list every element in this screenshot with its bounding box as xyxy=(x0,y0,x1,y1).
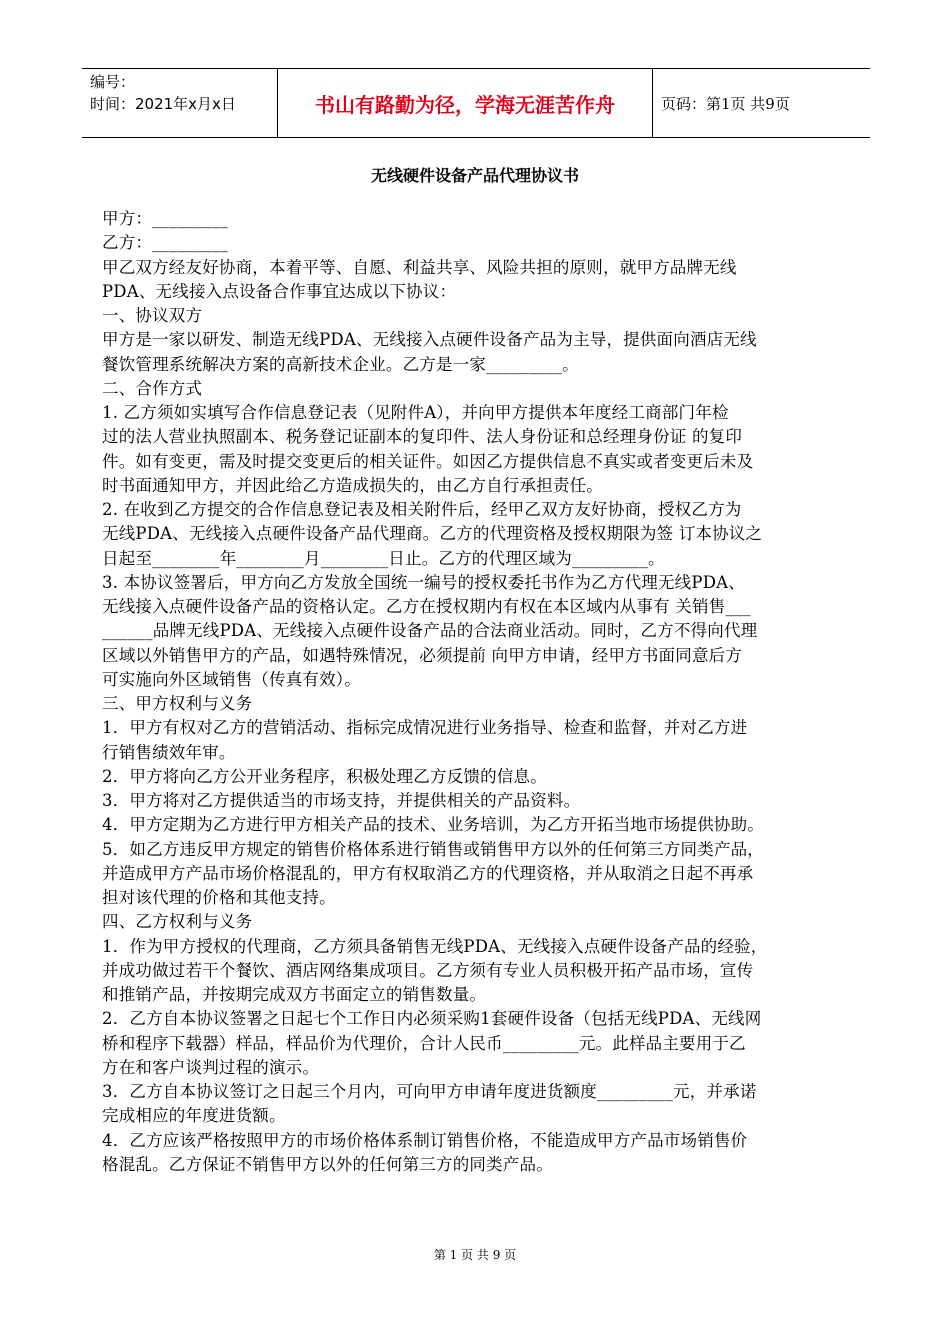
document-line: 2．乙方自本协议签署之日起七个工作日内必须采购1套硬件设备（包括无线PDA、无线网 xyxy=(102,1009,762,1029)
document-line: 件。如有变更，需及时提交变更后的相关证件。如因乙方提供信息不真实或者变更后未及 xyxy=(102,451,754,471)
document-line: 2．甲方将向乙方公开业务程序，积极处理乙方反馈的信息。 xyxy=(102,766,547,786)
header-page-info: 页码：第1页 共9页 xyxy=(661,94,790,113)
document-line: ______品牌无线PDA、无线接入点硬件设备产品的合法商业活动。同时，乙方不得向代理 xyxy=(102,621,758,641)
document-line: 甲乙双方经友好协商，本着平等、自愿、利益共享、风险共担的原则，就甲方品牌无线 xyxy=(102,257,737,277)
document-line: 区域以外销售甲方的产品，如遇特殊情况，必须提前 向甲方申请，经甲方书面同意后方 xyxy=(102,645,743,665)
document-line: 3. 本协议签署后，甲方向乙方发放全国统一编号的授权委托书作为乙方代理无线PDA、 xyxy=(102,572,745,592)
page-footer-number: 第 1 页 共 9 页 xyxy=(433,1248,517,1262)
document-line: 完成相应的年度进货额。 xyxy=(102,1106,286,1126)
document-line: 5．如乙方违反甲方规定的销售价格体系进行销售或销售甲方以外的任何第三方同类产品， xyxy=(102,839,764,859)
document-line: 3．甲方将对乙方提供适当的市场支持，并提供相关的产品资料。 xyxy=(102,791,581,810)
document-line: 日起至________年________月________日止。乙方的代理区域为_________。 xyxy=(102,548,665,568)
header-number-label: 编号： xyxy=(90,73,136,91)
document-line: 1．作为甲方授权的代理商，乙方须具备销售无线PDA、无线接入点硬件设备产品的经验， xyxy=(102,936,768,956)
document-line: 三、甲方权利与义务 xyxy=(102,694,253,713)
document-line: 和推销产品，并按期完成双方书面定立的销售数量。 xyxy=(102,985,487,1004)
document-line: 一、协议双方 xyxy=(102,306,203,325)
document-line: 无线接入点硬件设备产品的资格认定。乙方在授权期内有权在本区域内从事有 关销售___ xyxy=(102,597,751,616)
document-line: 甲方：_________ xyxy=(102,209,229,228)
document-line: 无线PDA、无线接入点硬件设备产品代理商。乙方的代理资格及授权期限为签 订本协议之 xyxy=(102,524,763,544)
document-line: 并造成甲方产品市场价格混乱的，甲方有权取消乙方的代理资格，并从取消之日起不再承 xyxy=(102,863,754,883)
document-line: 桥和程序下载器）样品，样品价为代理价，合计人民币_________元。此样品主要用于乙 xyxy=(102,1033,746,1053)
document-line: 2. 在收到乙方提交的合作信息登记表及相关附件后，经甲乙双方友好协商，授权乙方为 xyxy=(102,500,742,519)
document-line: 格混乱。乙方保证不销售甲方以外的任何第三方的同类产品。 xyxy=(102,1154,553,1174)
page-header xyxy=(82,68,870,138)
document-line: 3．乙方自本协议签订之日起三个月内，可向甲方申请年度进货额度_________元，并承诺 xyxy=(102,1082,757,1101)
document-line: 过的法人营业执照副本、税务登记证副本的复印件、法人身份证和总经理身份证 的复印 xyxy=(102,427,743,447)
document-body xyxy=(102,207,850,1177)
document-line: 并成功做过若干个餐饮、酒店网络集成项目。乙方须有专业人员积极开拓产品市场，宣传 xyxy=(102,960,754,980)
document-line: PDA、无线接入点设备合作事宜达成以下协议： xyxy=(102,281,457,301)
document-line: 乙方：_________ xyxy=(102,233,229,253)
document-line: 可实施向外区域销售（传真有效）。 xyxy=(102,669,361,689)
header-meta xyxy=(82,69,278,137)
header-motto: 书山有路勤为径，学海无涯苦作舟 xyxy=(278,69,653,137)
document-title: 无线硬件设备产品代理协议书 xyxy=(370,166,579,185)
document-line: 4．甲方定期为乙方进行甲方相关产品的技术、业务培训，为乙方开拓当地市场提供协助。 xyxy=(102,815,764,835)
document-line: 担对该代理的价格和其他支持。 xyxy=(102,888,336,907)
document-line: 4．乙方应该严格按照甲方的市场价格体系制订销售价格，不能造成甲方产品市场销售价 xyxy=(102,1130,748,1150)
document-line: 餐饮管理系统解决方案的高新技术企业。乙方是一家_________。 xyxy=(102,354,579,374)
document-line: 时书面通知甲方，并因此给乙方造成损失的，由乙方自行承担责任。 xyxy=(102,475,603,495)
document-line: 1．甲方有权对乙方的营销活动、指标完成情况进行业务指导、检查和监督，并对乙方进 xyxy=(102,718,748,738)
header-time-label: 时间：2021年x月x日 xyxy=(90,95,236,113)
document-line: 二、合作方式 xyxy=(102,378,203,398)
document-line: 行销售绩效年审。 xyxy=(102,742,236,762)
document-line: 方在和客户谈判过程的演示。 xyxy=(102,1057,320,1077)
document-line: 四、乙方权利与义务 xyxy=(102,912,253,932)
document-line: 1. 乙方须如实填写合作信息登记表（见附件A），并向甲方提供本年度经工商部门年检 xyxy=(102,403,729,422)
document-line: 甲方是一家以研发、制造无线PDA、无线接入点硬件设备产品为主导，提供面向酒店无线 xyxy=(102,330,757,350)
